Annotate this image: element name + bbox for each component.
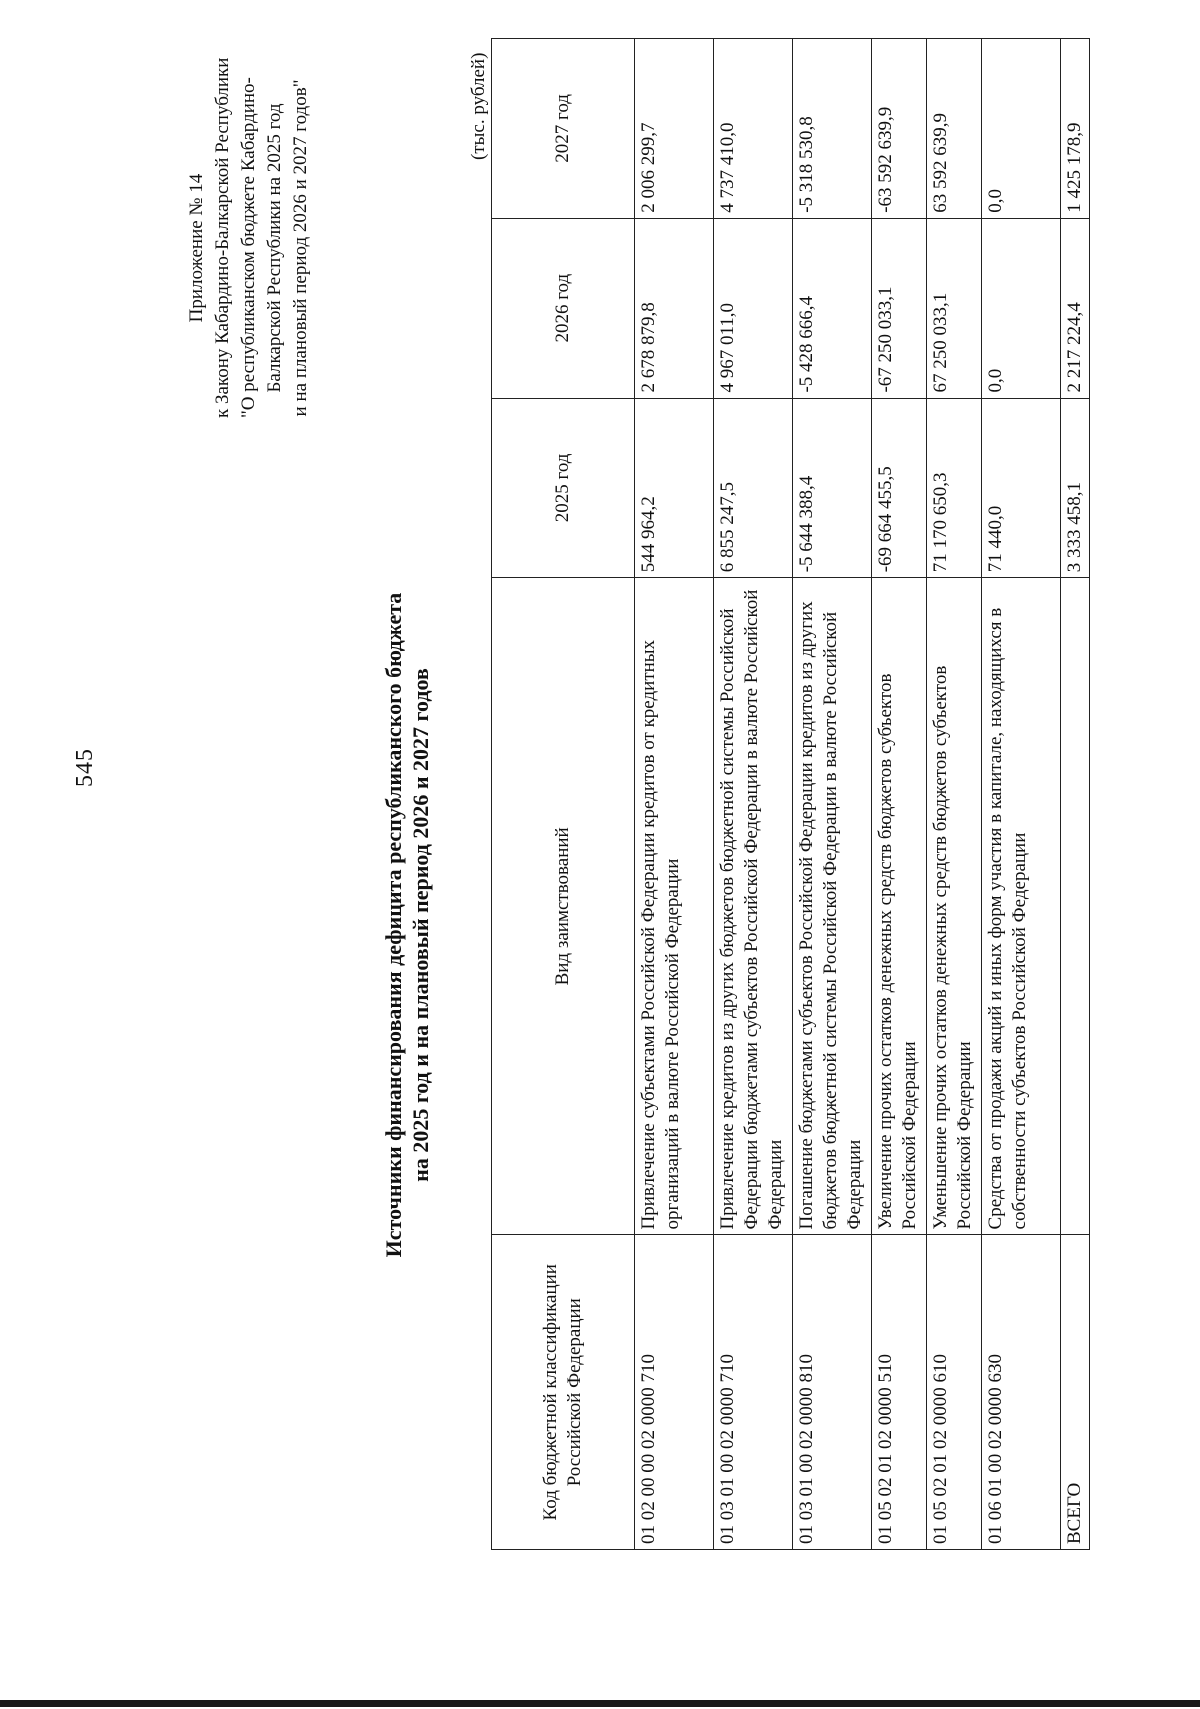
header-type: Вид заимствований <box>492 578 635 1235</box>
row-value-2026: 4 967 011,0 <box>714 218 793 398</box>
row-value-2027: -5 318 530,8 <box>793 39 872 219</box>
table-row <box>982 39 1061 1550</box>
header-2027: 2027 год <box>492 39 635 219</box>
total-value-2027: 1 425 178,9 <box>1061 39 1090 219</box>
row-value-2027: -63 592 639,9 <box>872 39 927 219</box>
row-value-2027: 0,0 <box>982 39 1061 219</box>
row-value-2026: 0,0 <box>982 218 1061 398</box>
row-value-2026: -5 428 666,4 <box>793 218 872 398</box>
row-value-2025: 544 964,2 <box>635 398 714 578</box>
appendix-line: к Закону Кабардино-Балкарской Республики <box>212 57 233 418</box>
row-type: Привлечение кредитов из других бюджетов бюджетной системы Российской Федерации бюджетами субъектов Российской Федерации в валюте Российской Федерации <box>714 578 793 1235</box>
row-value-2025: -69 664 455,5 <box>872 398 927 578</box>
row-type: Погашение бюджетами субъектов Российской Федерации кредитов из других бюджетов бюджетной системы Российской Федерации в валюте Российской Федерации <box>793 578 872 1235</box>
total-empty-cell <box>1061 578 1090 1235</box>
scan-edge-bar <box>0 1700 1200 1707</box>
row-type: Увеличение прочих остатков денежных средств бюджетов субъектов Российской Федерации <box>872 578 927 1235</box>
table-row <box>872 39 927 1550</box>
row-code: 01 06 01 00 02 0000 630 <box>982 1235 1061 1550</box>
appendix-line: Приложение № 14 <box>186 173 207 323</box>
table-row <box>714 39 793 1550</box>
row-value-2026: 67 250 033,1 <box>927 218 982 398</box>
units-label: (тыс. рублей) <box>468 52 489 160</box>
row-value-2027: 2 006 299,7 <box>635 39 714 219</box>
appendix-line: и на плановый период 2026 и 2027 годов" <box>290 79 311 417</box>
row-code: 01 03 01 00 02 0000 810 <box>793 1235 872 1550</box>
document-title <box>380 300 434 1550</box>
title-line-1: Источники финансирования дефицита республиканского бюджета <box>381 592 406 1258</box>
row-value-2026: 2 678 879,8 <box>635 218 714 398</box>
header-2026: 2026 год <box>492 218 635 398</box>
table-row <box>793 39 872 1550</box>
header-code: Код бюджетной классификации Российской Федерации <box>492 1235 635 1550</box>
row-code: 01 03 01 00 02 0000 710 <box>714 1235 793 1550</box>
row-value-2027: 4 737 410,0 <box>714 39 793 219</box>
table-row <box>635 39 714 1550</box>
row-code: 01 05 02 01 02 0000 610 <box>927 1235 982 1550</box>
total-row <box>1061 39 1090 1550</box>
row-type: Привлечение субъектами Российской Федерации кредитов от кредитных организаций в валюте Российской Федерации <box>635 578 714 1235</box>
row-value-2026: -67 250 033,1 <box>872 218 927 398</box>
row-value-2025: 6 855 247,5 <box>714 398 793 578</box>
page-number: 545 <box>72 748 98 787</box>
appendix-line: Балкарской Республики на 2025 год <box>264 103 285 393</box>
row-value-2025: 71 170 650,3 <box>927 398 982 578</box>
appendix-line: "О республиканском бюджете Кабардино- <box>238 77 259 418</box>
row-type: Уменьшение прочих остатков денежных средств бюджетов субъектов Российской Федерации <box>927 578 982 1235</box>
appendix-header <box>184 57 314 418</box>
row-code: 01 02 00 00 02 0000 710 <box>635 1235 714 1550</box>
row-value-2025: -5 644 388,4 <box>793 398 872 578</box>
total-value-2025: 3 333 458,1 <box>1061 398 1090 578</box>
rotated-document <box>150 50 1085 1550</box>
header-2025: 2025 год <box>492 398 635 578</box>
financing-table <box>491 38 1090 1550</box>
total-value-2026: 2 217 224,4 <box>1061 218 1090 398</box>
row-code: 01 05 02 01 02 0000 510 <box>872 1235 927 1550</box>
total-label: ВСЕГО <box>1061 1235 1090 1550</box>
row-value-2025: 71 440,0 <box>982 398 1061 578</box>
table-row <box>927 39 982 1550</box>
title-line-2: на 2025 год и на плановый период 2026 и 2027 годов <box>408 668 433 1182</box>
row-value-2027: 63 592 639,9 <box>927 39 982 219</box>
row-type: Средства от продажи акций и иных форм участия в капитале, находящихся в собственности субъектов Российской Федерации <box>982 578 1061 1235</box>
table-header-row <box>492 39 635 1550</box>
